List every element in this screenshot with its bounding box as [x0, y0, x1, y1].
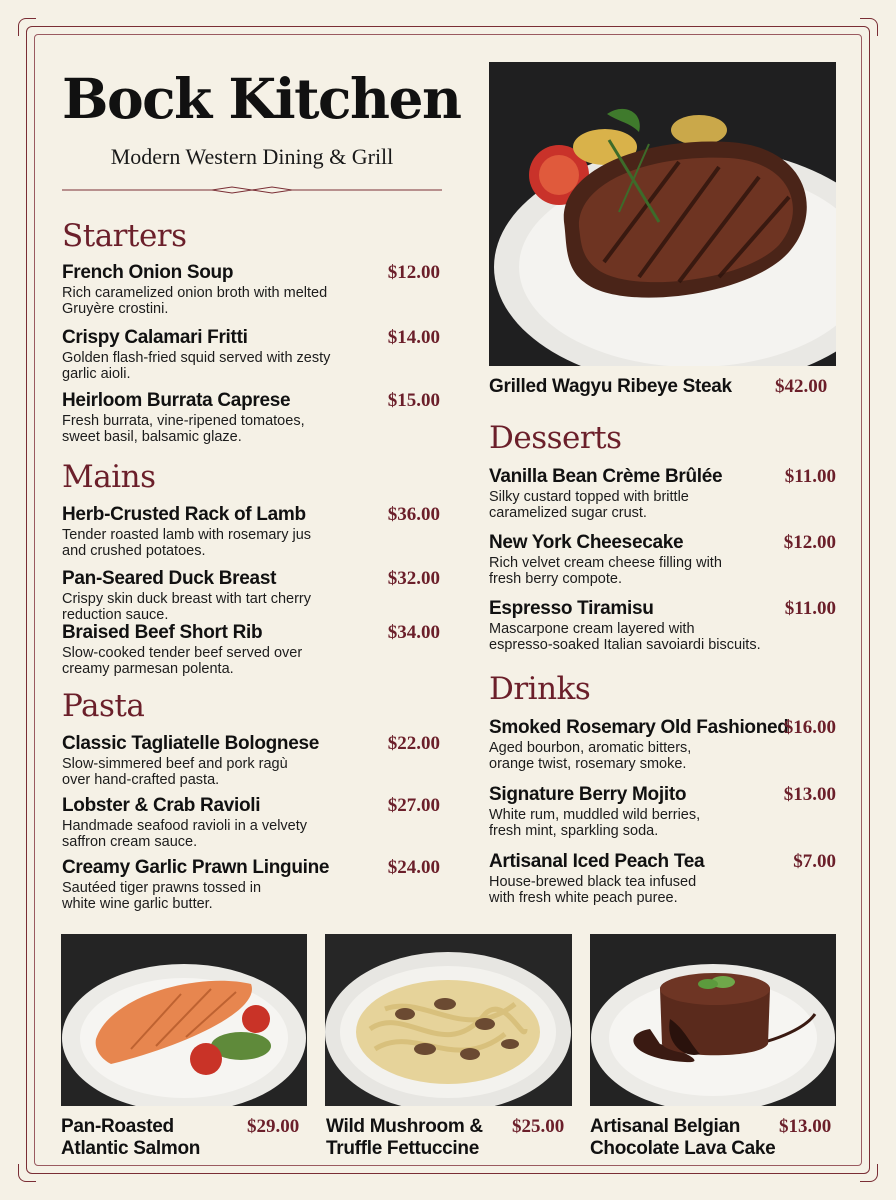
menu-item [62, 857, 440, 912]
item-description: Sautéed tiger prawns tossed in white wine garlic butter. [62, 880, 262, 912]
item-name: Lobster & Crab Ravioli [62, 795, 261, 816]
bottom-item-name: Wild Mushroom & Truffle Fettuccine [326, 1116, 483, 1159]
item-name: Vanilla Bean Crème Brûlée [489, 466, 723, 487]
menu-item [489, 784, 836, 839]
featured-item-name: Grilled Wagyu Ribeye Steak [489, 376, 732, 397]
item-price: $22.00 [387, 733, 440, 754]
bottom-item-price: $29.00 [247, 1116, 300, 1137]
menu-item [489, 717, 836, 772]
item-price: $27.00 [387, 795, 440, 816]
item-description: Golden flash-fried squid served with zesty garlic aioli. [62, 350, 331, 382]
item-price: $16.00 [783, 717, 836, 738]
item-price: $14.00 [387, 327, 440, 348]
section-title-desserts: Desserts [489, 420, 622, 456]
item-name: Classic Tagliatelle Bolognese [62, 733, 320, 754]
menu-item [62, 504, 440, 559]
menu-item [489, 598, 836, 653]
item-price: $15.00 [387, 390, 440, 411]
bottom-item-price: $13.00 [779, 1116, 832, 1137]
menu-item [62, 262, 440, 317]
item-name: Pan-Seared Duck Breast [62, 568, 277, 589]
menu-item [62, 390, 440, 445]
item-description: Silky custard topped with brittle caramelized sugar crust. [489, 489, 689, 521]
item-description: House-brewed black tea infused with fresh white peach puree. [489, 874, 697, 906]
corner-ornament [860, 18, 878, 36]
item-name: Signature Berry Mojito [489, 784, 687, 805]
item-price: $13.00 [783, 784, 836, 805]
item-description: Handmade seafood ravioli in a velvety saffron cream sauce. [62, 818, 308, 850]
ornamental-divider [62, 186, 442, 194]
steak-photo [489, 62, 836, 366]
item-description: Rich velvet cream cheese filling with fresh berry compote. [489, 555, 722, 587]
item-description: Aged bourbon, aromatic bitters, orange twist, rosemary smoke. [489, 740, 692, 772]
item-name: Espresso Tiramisu [489, 598, 654, 619]
item-name: Smoked Rosemary Old Fashioned [489, 717, 789, 738]
item-price: $24.00 [387, 857, 440, 878]
bottom-item-name: Pan-Roasted Atlantic Salmon [61, 1116, 201, 1159]
item-description: Slow-simmered beef and pork ragù over hand-crafted pasta. [62, 756, 288, 788]
bottom-item-name: Artisanal Belgian Chocolate Lava Cake [590, 1116, 776, 1159]
item-name: Crispy Calamari Fritti [62, 327, 248, 348]
menu-item [489, 466, 836, 521]
item-description: Fresh burrata, vine-ripened tomatoes, sweet basil, balsamic glaze. [62, 413, 305, 445]
restaurant-name: Bock Kitchen [62, 66, 461, 131]
item-name: French Onion Soup [62, 262, 234, 283]
corner-ornament [18, 1164, 36, 1182]
item-name: Creamy Garlic Prawn Linguine [62, 857, 330, 878]
section-title-drinks: Drinks [489, 671, 591, 707]
item-description: Slow-cooked tender beef served over creamy parmesan polenta. [62, 645, 303, 677]
item-description: Crispy skin duck breast with tart cherry reduction sauce. [62, 591, 311, 623]
item-name: New York Cheesecake [489, 532, 684, 553]
menu-item [489, 532, 836, 587]
item-description: Rich caramelized onion broth with melted Gruyère crostini. [62, 285, 328, 317]
bottom-item-price: $25.00 [512, 1116, 565, 1137]
section-title-pasta: Pasta [62, 688, 145, 724]
salmon-photo [61, 934, 307, 1106]
menu-item [62, 795, 440, 850]
menu-item [62, 733, 440, 788]
corner-ornament [18, 18, 36, 36]
item-description: Mascarpone cream layered with espresso-soaked Italian savoiardi biscuits. [489, 621, 761, 653]
item-price: $12.00 [783, 532, 836, 553]
item-description: Tender roasted lamb with rosemary jus and crushed potatoes. [62, 527, 312, 559]
item-price: $34.00 [387, 622, 440, 643]
menu-item [62, 568, 440, 623]
menu-item [62, 622, 440, 677]
item-name: Braised Beef Short Rib [62, 622, 263, 643]
item-name: Heirloom Burrata Caprese [62, 390, 291, 411]
featured-item-price: $42.00 [775, 376, 828, 397]
pasta-photo [325, 934, 572, 1106]
lava-cake-photo [590, 934, 836, 1106]
menu-item [489, 851, 836, 906]
item-price: $36.00 [387, 504, 440, 525]
item-price: $32.00 [387, 568, 440, 589]
section-title-mains: Mains [62, 459, 156, 495]
item-description: White rum, muddled wild berries, fresh mint, sparkling soda. [489, 807, 701, 839]
item-name: Herb-Crusted Rack of Lamb [62, 504, 306, 525]
item-price: $11.00 [784, 466, 836, 487]
section-title-starters: Starters [62, 218, 187, 254]
item-price: $11.00 [784, 598, 836, 619]
item-name: Artisanal Iced Peach Tea [489, 851, 705, 872]
item-price: $7.00 [793, 851, 836, 872]
restaurant-tagline: Modern Western Dining & Grill [110, 144, 394, 169]
corner-ornament [860, 1164, 878, 1182]
item-price: $12.00 [387, 262, 440, 283]
menu-item [62, 327, 440, 382]
